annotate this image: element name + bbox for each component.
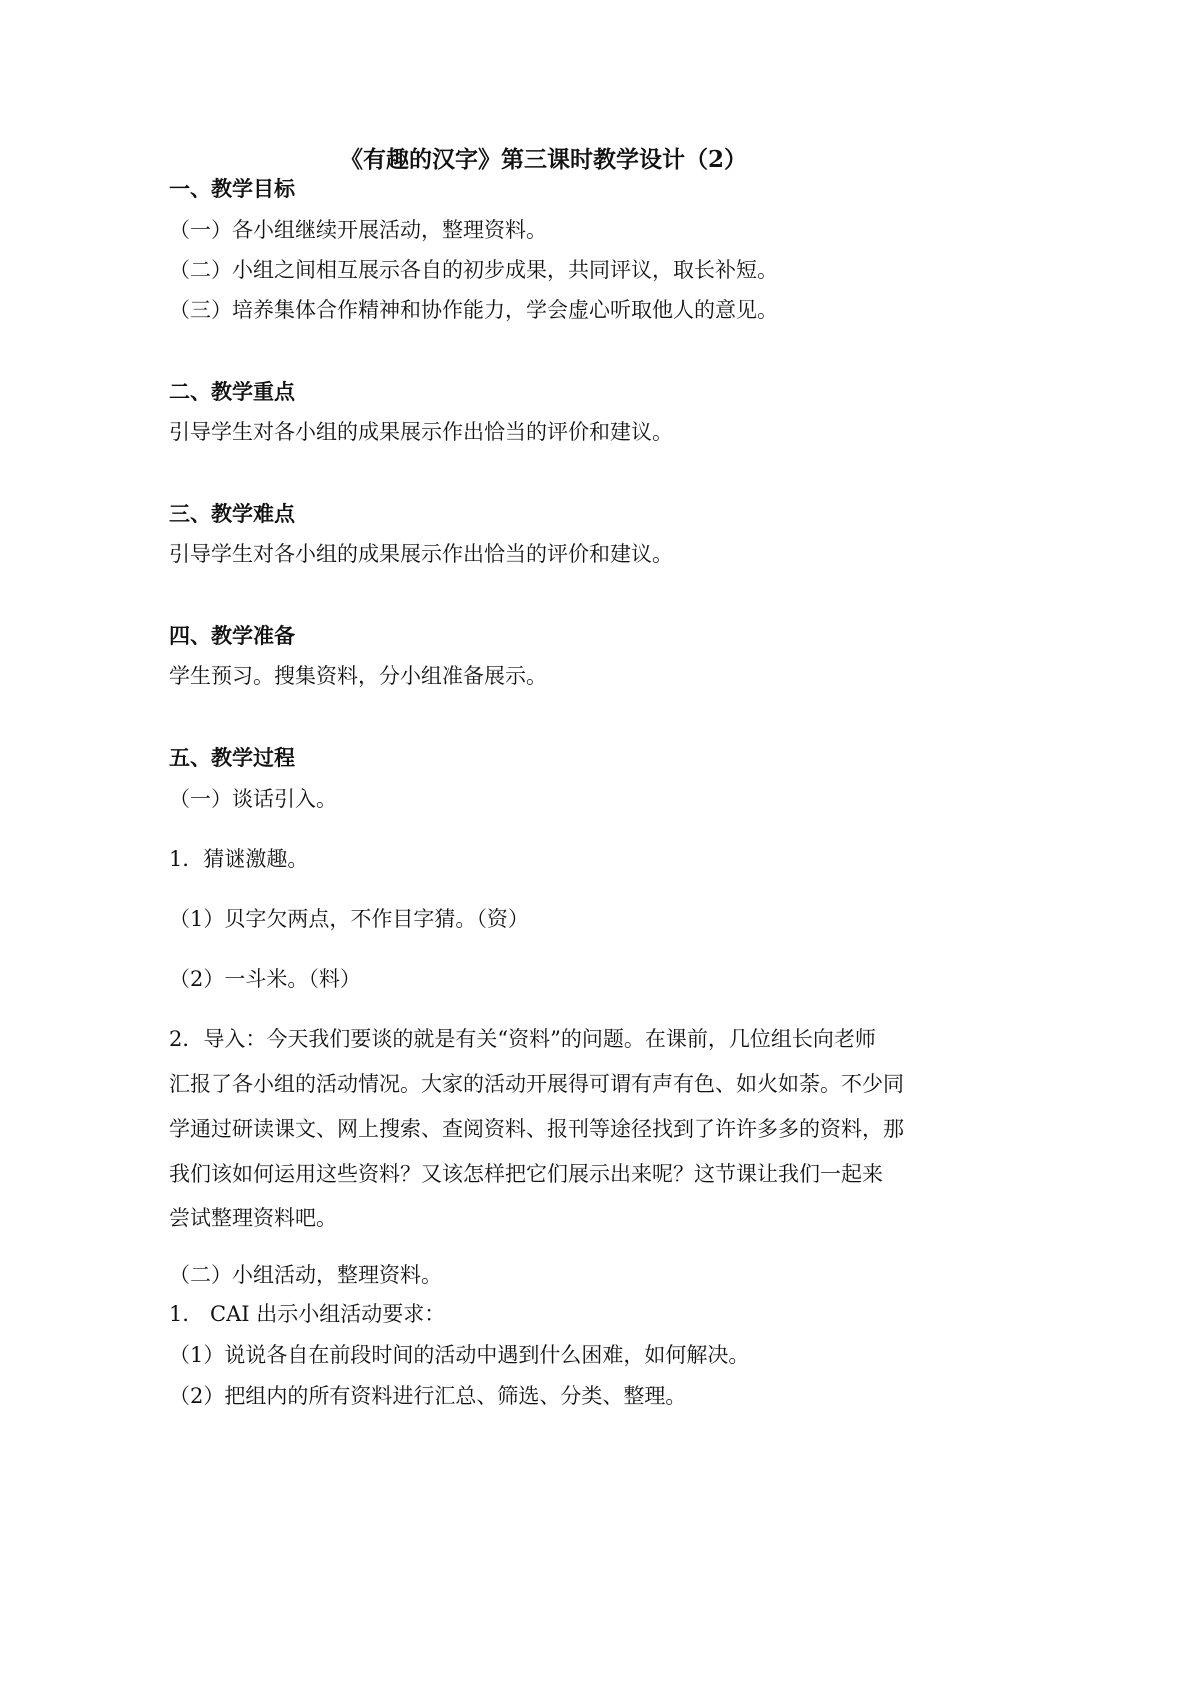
section-heading: 二、教学重点 bbox=[169, 379, 295, 404]
paragraph-line: （一）谈话引入。 bbox=[169, 787, 337, 811]
paragraph-line: （1）说说各自在前段时间的活动中遇到什么困难，如何解决。 bbox=[169, 1343, 750, 1367]
paragraph-line: （2）一斗米。（料） bbox=[169, 967, 361, 991]
paragraph-line: 学通过研读课文、网上搜索、查阅资料、报刊等途径找到了许许多多的资料，那 bbox=[169, 1117, 904, 1141]
paragraph-line: 学生预习。搜集资料，分小组准备展示。 bbox=[169, 664, 547, 688]
paragraph-line: （二）小组之间相互展示各自的初步成果，共同评议，取长补短。 bbox=[169, 258, 778, 282]
paragraph-line: 引导学生对各小组的成果展示作出恰当的评价和建议。 bbox=[169, 542, 673, 566]
section-heading: 四、教学准备 bbox=[169, 623, 295, 648]
section-heading: 一、教学目标 bbox=[169, 176, 295, 201]
paragraph-line: （2）把组内的所有资料进行汇总、筛选、分类、整理。 bbox=[169, 1384, 687, 1408]
paragraph-line: 1．猜谜激趣。 bbox=[169, 847, 309, 871]
paragraph-line: （二）小组活动，整理资料。 bbox=[169, 1263, 442, 1287]
paragraph-line: 我们该如何运用这些资料？又该怎样把它们展示出来呢？这节课让我们一起来 bbox=[169, 1162, 883, 1186]
paragraph-line: 汇报了各小组的活动情况。大家的活动开展得可谓有声有色、如火如荼。不少同 bbox=[169, 1072, 904, 1096]
paragraph-line: 2．导入：今天我们要谈的就是有关“资料”的问题。在课前，几位组长向老师 bbox=[169, 1027, 876, 1051]
paragraph-line: （一）各小组继续开展活动，整理资料。 bbox=[169, 218, 547, 242]
section-heading: 五、教学过程 bbox=[169, 745, 295, 770]
paragraph-line: 1． CAI 出示小组活动要求： bbox=[169, 1302, 446, 1326]
paragraph-line: （1）贝字欠两点，不作目字猜。（资） bbox=[169, 907, 529, 931]
section-heading: 三、教学难点 bbox=[169, 501, 295, 526]
paragraph-line: 引导学生对各小组的成果展示作出恰当的评价和建议。 bbox=[169, 420, 673, 444]
paragraph-line: 尝试整理资料吧。 bbox=[169, 1206, 337, 1230]
paragraph-line: （三）培养集体合作精神和协作能力，学会虚心听取他人的意见。 bbox=[169, 298, 778, 322]
page-title: 《有趣的汉字》第三课时教学设计（2） bbox=[340, 146, 748, 173]
